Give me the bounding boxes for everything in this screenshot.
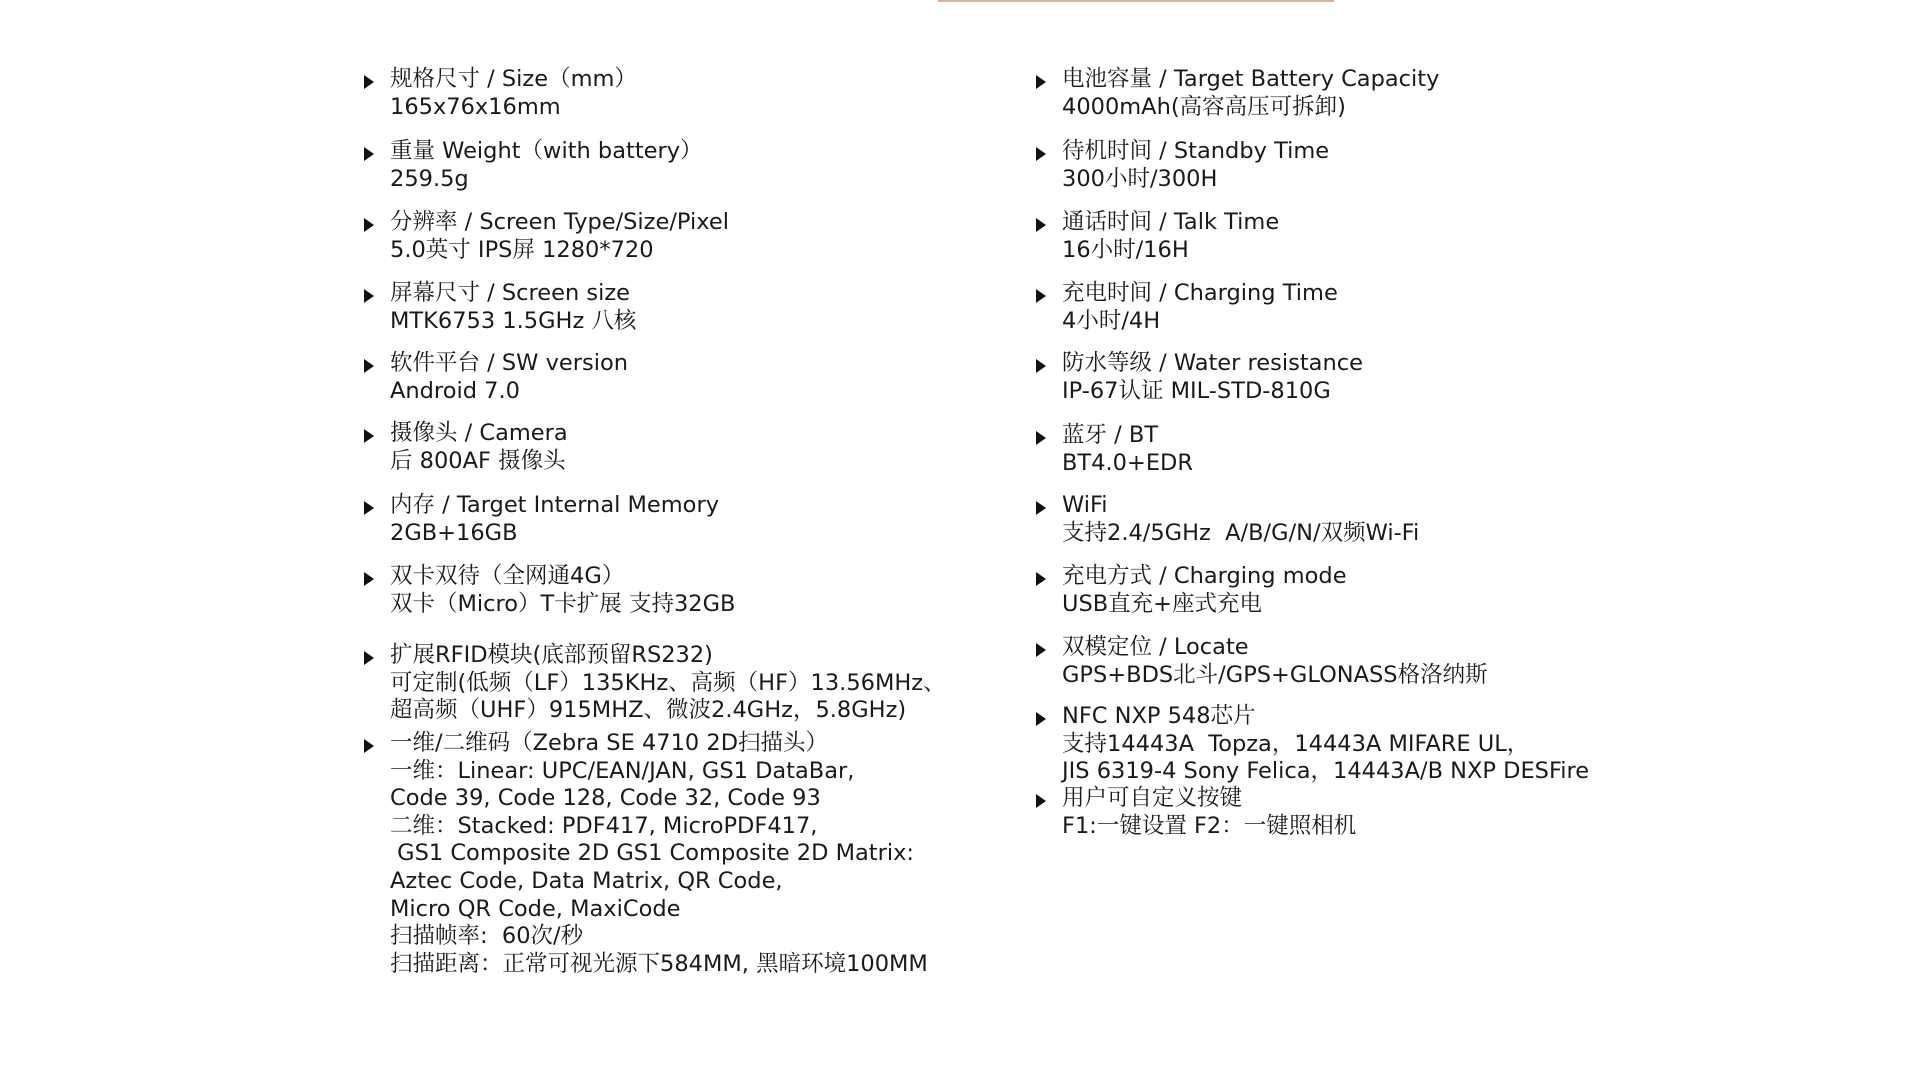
spec-value: 可定制(低频（LF）135KHz、高频（HF）13.56MHz、 xyxy=(390,669,946,696)
triangle-right-icon xyxy=(1036,431,1046,445)
spec-title: 蓝牙 / BT xyxy=(1062,422,1159,448)
spec-title: 一维/二维码（Zebra SE 4710 2D扫描头） xyxy=(390,730,829,756)
spec-value: 5.0英寸 IPS屏 1280*720 xyxy=(390,236,654,263)
triangle-right-icon xyxy=(1036,794,1046,808)
triangle-right-icon xyxy=(364,289,374,303)
spec-value: JIS 6319-4 Sony Felica，14443A/B NXP DESFire xyxy=(1062,758,1590,785)
spec-item xyxy=(364,280,636,335)
spec-value: 16小时/16H xyxy=(1062,236,1189,263)
triangle-right-icon xyxy=(364,501,374,515)
spec-title: NFC NXP 548芯片 xyxy=(1062,703,1256,729)
spec-title: 软件平台 / SW version xyxy=(390,350,628,376)
triangle-right-icon xyxy=(364,75,374,89)
spec-title: 扩展RFID模块(底部预留RS232) xyxy=(390,642,713,668)
spec-value: 扫描距离：正常可视光源下584MM, 黑暗环境100MM xyxy=(390,950,928,977)
spec-value: 双卡（Micro）T卡扩展 支持32GB xyxy=(390,590,736,617)
triangle-right-icon xyxy=(364,359,374,373)
triangle-right-icon xyxy=(1036,75,1046,89)
spec-title: 内存 / Target Internal Memory xyxy=(390,492,720,518)
spec-value: USB直充+座式充电 xyxy=(1062,590,1263,617)
triangle-right-icon xyxy=(1036,572,1046,586)
spec-item xyxy=(1036,492,1419,547)
spec-value: F1:一键设置 F2：一键照相机 xyxy=(1062,812,1357,839)
spec-item xyxy=(364,138,703,193)
spec-item xyxy=(364,730,928,978)
spec-item xyxy=(1036,634,1488,689)
spec-item xyxy=(364,563,735,618)
triangle-right-icon xyxy=(1036,643,1046,657)
triangle-right-icon xyxy=(1036,359,1046,373)
spec-item xyxy=(364,420,568,475)
spec-value: 超高频（UHF）915MHZ、微波2.4GHz，5.8GHz) xyxy=(390,697,907,724)
spec-item xyxy=(364,66,637,121)
spec-item xyxy=(1036,209,1279,264)
triangle-right-icon xyxy=(364,572,374,586)
spec-title: 电池容量 / Target Battery Capacity xyxy=(1062,66,1440,92)
spec-value: 二维：Stacked: PDF417, MicroPDF417, xyxy=(390,812,818,839)
top-accent-line xyxy=(938,0,1334,2)
spec-value: 扫描帧率: 60次/秒 xyxy=(390,923,584,950)
spec-title: 充电方式 / Charging mode xyxy=(1062,563,1347,589)
spec-value: BT4.0+EDR xyxy=(1062,449,1193,476)
spec-item xyxy=(1036,785,1356,840)
spec-value: GPS+BDS北斗/GPS+GLONASS格洛纳斯 xyxy=(1062,661,1488,688)
spec-title: 重量 Weight（with battery） xyxy=(390,138,703,164)
spec-value: 259.5g xyxy=(390,165,469,192)
spec-item xyxy=(1036,350,1363,405)
spec-value: GS1 Composite 2D GS1 Composite 2D Matrix: xyxy=(390,840,914,867)
spec-title: 双卡双待（全网通4G） xyxy=(390,563,625,589)
triangle-right-icon xyxy=(364,429,374,443)
spec-title: 用户可自定义按键 xyxy=(1062,785,1243,811)
spec-title: WiFi xyxy=(1062,492,1108,518)
spec-title: 防水等级 / Water resistance xyxy=(1062,350,1363,376)
spec-value: Micro QR Code, MaxiCode xyxy=(390,895,681,922)
triangle-right-icon xyxy=(364,218,374,232)
spec-value: MTK6753 1.5GHz 八核 xyxy=(390,307,637,334)
spec-value: 支持2.4/5GHz A/B/G/N/双频Wi-Fi xyxy=(1062,519,1420,546)
spec-title: 分辨率 / Screen Type/Size/Pixel xyxy=(390,209,729,235)
spec-value: 2GB+16GB xyxy=(390,519,518,546)
spec-item xyxy=(1036,66,1439,121)
spec-item xyxy=(364,492,719,547)
spec-value: 4小时/4H xyxy=(1062,307,1161,334)
spec-value: 4000mAh(高容高压可拆卸) xyxy=(1062,93,1346,120)
triangle-right-icon xyxy=(1036,289,1046,303)
spec-title: 双模定位 / Locate xyxy=(1062,634,1249,660)
spec-item xyxy=(1036,703,1589,786)
spec-value: IP-67认证 MIL-STD-810G xyxy=(1062,377,1331,404)
spec-value: Android 7.0 xyxy=(390,377,520,404)
spec-title: 待机时间 / Standby Time xyxy=(1062,138,1330,164)
spec-item xyxy=(1036,563,1347,618)
triangle-right-icon xyxy=(1036,501,1046,515)
triangle-right-icon xyxy=(1036,712,1046,726)
spec-value: 支持14443A Topza，14443A MIFARE UL， xyxy=(1062,730,1530,757)
triangle-right-icon xyxy=(364,147,374,161)
spec-value: Aztec Code, Data Matrix, QR Code, xyxy=(390,867,783,894)
spec-value: 一维：Linear: UPC/EAN/JAN, GS1 DataBar, xyxy=(390,757,855,784)
spec-title: 屏幕尺寸 / Screen size xyxy=(390,280,631,306)
spec-item xyxy=(1036,422,1193,477)
spec-value: 165x76x16mm xyxy=(390,93,561,120)
spec-title: 通话时间 / Talk Time xyxy=(1062,209,1280,235)
spec-item xyxy=(1036,280,1338,335)
triangle-right-icon xyxy=(364,739,374,753)
triangle-right-icon xyxy=(364,651,374,665)
spec-value: 300小时/300H xyxy=(1062,165,1218,192)
spec-value: 后 800AF 摄像头 xyxy=(390,447,566,474)
spec-item xyxy=(364,350,628,405)
triangle-right-icon xyxy=(1036,218,1046,232)
spec-title: 规格尺寸 / Size（mm） xyxy=(390,66,637,92)
spec-title: 摄像头 / Camera xyxy=(390,420,568,446)
triangle-right-icon xyxy=(1036,147,1046,161)
spec-title: 充电时间 / Charging Time xyxy=(1062,280,1338,306)
spec-item xyxy=(364,209,729,264)
spec-item xyxy=(364,642,946,725)
spec-value: Code 39, Code 128, Code 32, Code 93 xyxy=(390,785,821,812)
spec-item xyxy=(1036,138,1329,193)
